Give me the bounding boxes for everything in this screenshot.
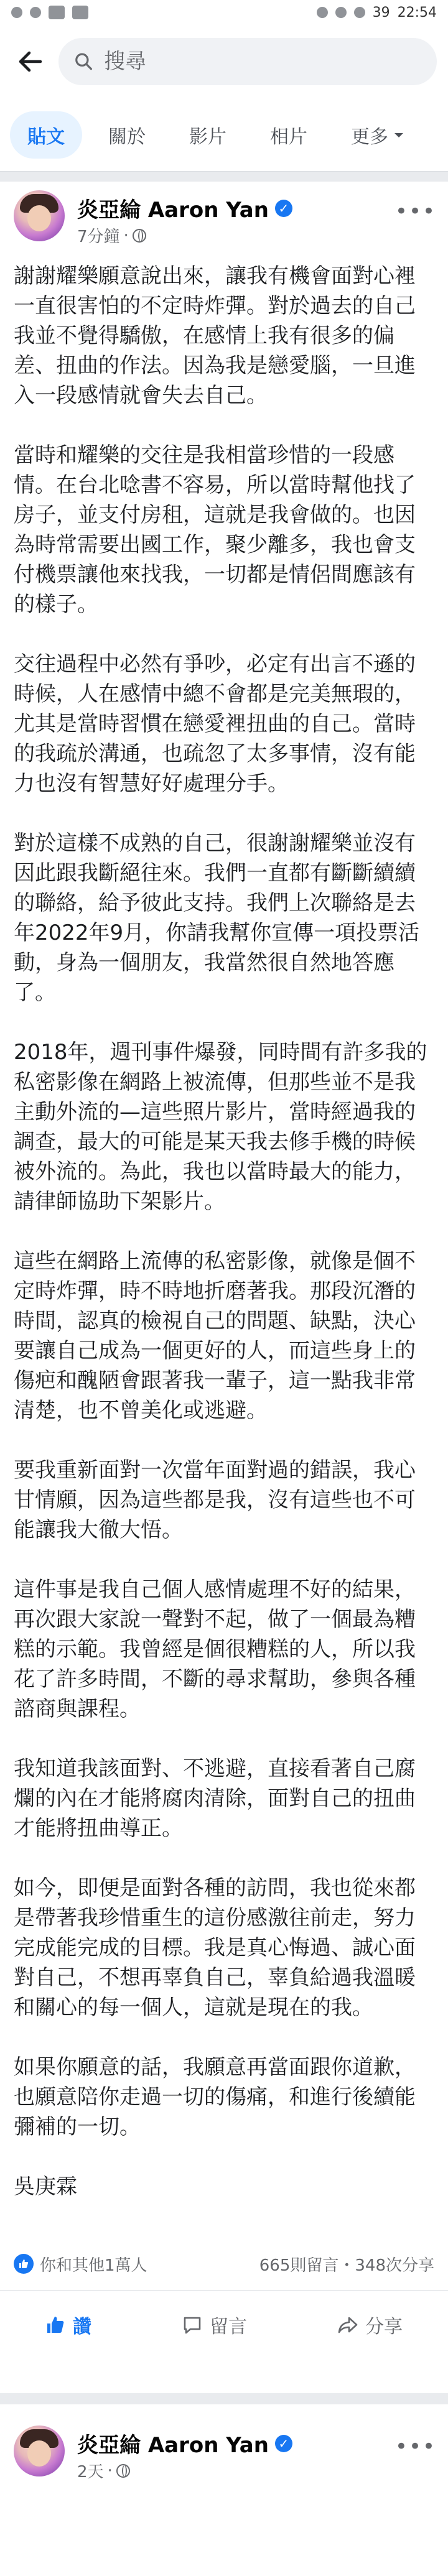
post-actions — [0, 2290, 448, 2359]
post-signature: 吳庚霖 — [14, 2174, 77, 2199]
globe-icon — [133, 229, 146, 243]
status-right-icons — [317, 5, 437, 21]
profile-tabs — [0, 98, 448, 172]
post-paragraph: 要我重新面對一次當年面對過的錯誤，我心甘情願，因為這些都是我，沒有這些也不可能讓我大徹大悟。 — [14, 1458, 416, 1542]
thumbs-up-icon — [45, 2315, 65, 2335]
tab-videos[interactable]: 影片 — [189, 126, 226, 148]
tab-more-label: 更多 — [351, 126, 388, 148]
tab-more[interactable] — [334, 111, 423, 159]
post-paragraph: 交往過程中必然有爭吵，必定有出言不遜的時候，人在感情中總不會都是完美無瑕的，尤其是當時習慣在戀愛裡扭曲的自己。當時的我疏於溝通，也疏忽了太多事情，沒有能力也沒有智慧好好處理分手。 — [14, 652, 416, 796]
search-icon — [75, 52, 93, 72]
tab-photos[interactable]: 相片 — [270, 126, 307, 148]
post-paragraph: 當時和耀樂的交往是我相當珍惜的一段感情。在台北唸書不容易，所以當時幫他找了房子，並支付房租，這就是我會做的。也因為時常需要出國工作，聚少離多，我也會支付機票讓他來找我，一切都是情侶間應該有的樣子。 — [14, 443, 416, 617]
post-body — [14, 261, 434, 2202]
post-paragraph: 謝謝耀樂願意說出來，讓我有機會面對心裡一直很害怕的不定時炸彈。對於過去的自己我並不覺得驕傲，在感情上我有很多的偏差、扭曲的作法。因為我是戀愛腦，一旦進入一段感情就會失去自己。 — [14, 264, 416, 408]
avatar[interactable] — [14, 190, 65, 241]
clock: 22:54 — [397, 4, 437, 21]
messenger-icon — [30, 7, 41, 18]
post-card-2 — [0, 2404, 448, 2576]
notification-icon — [11, 7, 22, 18]
like-label: 讚 — [73, 2316, 91, 2338]
post-paragraph: 2018年，週刊事件爆發，同時間有許多我的私密影像在網路上被流傳，但那些並不是我主動外流的—這些照片影片，當時經過我的調查，最大的可能是某天我去修手機的時候被外流的。為此，我也以當時最大的能力，請律師協助下架影片。 — [14, 1040, 427, 1214]
author-name-2: 炎亞綸 Aaron Yan — [77, 2433, 269, 2458]
author-name: 炎亞綸 Aaron Yan — [77, 198, 269, 223]
post-paragraph: 如今，即便是面對各種的訪問，我也從來都是帶著我珍惜重生的這份感激往前走，努力完成能完成的目標。我是真心悔過、誠心面對自己，不想再辜負自己，辜負給過我溫暖和關心的每一個人，這就是現在的我。 — [14, 1876, 416, 2020]
share-button[interactable] — [319, 2299, 421, 2351]
post-header — [0, 182, 448, 254]
comment-button[interactable] — [164, 2299, 266, 2351]
reactions-bar — [0, 2238, 448, 2290]
share-label: 分享 — [365, 2316, 403, 2338]
status-bar — [0, 0, 448, 25]
tab-about[interactable]: 關於 — [108, 126, 146, 148]
post-paragraph: 我知道我該面對、不逃避，直接看著自己腐爛的內在才能將腐肉清除，面對自己的扭曲才能將扭曲導正。 — [14, 1756, 416, 1841]
back-button[interactable] — [11, 42, 50, 81]
facebook-icon-2 — [72, 6, 88, 19]
post2-more-button[interactable]: ••• — [394, 2434, 437, 2459]
comment-label: 留言 — [210, 2316, 247, 2338]
avatar-2[interactable] — [14, 2425, 65, 2476]
caret-down-icon — [392, 128, 406, 142]
post2-meta: 2天 · — [77, 2459, 130, 2482]
top-search-bar — [0, 25, 448, 98]
verified-badge-icon: ✓ — [275, 2435, 292, 2452]
post-more-button[interactable]: ••• — [394, 199, 437, 224]
reaction-summary[interactable] — [14, 2253, 147, 2276]
back-arrow-icon — [18, 49, 43, 74]
battery-level: 39 — [372, 4, 390, 21]
search-box[interactable] — [58, 38, 437, 85]
like-button[interactable] — [27, 2299, 110, 2351]
facebook-icon — [49, 6, 65, 19]
post-time[interactable]: 7分鐘 — [77, 228, 120, 246]
post2-author[interactable] — [77, 2428, 292, 2458]
post-paragraph: 這件事是我自己個人感情處理不好的結果，再次跟大家說一聲對不起，做了一個最為糟糕的示範。我曾經是個很糟糕的人，所以我花了許多時間，不斷的尋求幫助，參與各種諮商與課程。 — [14, 1577, 416, 1721]
like-reaction-icon — [14, 2254, 34, 2274]
post2-time[interactable]: 2天 — [77, 2463, 104, 2481]
post-paragraph: 如果你願意的話，我願意再當面跟你道歉，也願意陪你走過一切的傷痛，和進行後續能彌補的一切。 — [14, 2055, 416, 2139]
verified-badge-icon: ✓ — [275, 200, 292, 217]
post-paragraph: 對於這樣不成熟的自己，很謝謝耀樂並沒有因此跟我斷絕往來。我們一直都有斷斷續續的聯絡，給予彼此支持。我們上次聯絡是去年2022年9月，你請我幫你宣傳一項投票活動，身為一個朋友，我當然很自然地答應了。 — [14, 831, 420, 1005]
bluetooth-icon — [317, 7, 328, 18]
status-left-icons — [11, 6, 88, 19]
globe-icon — [116, 2464, 130, 2478]
post-meta: 7分鐘 · — [77, 224, 146, 247]
search-input[interactable] — [103, 49, 421, 75]
reactions-text: 你和其他1萬人 — [40, 2256, 147, 2275]
share-icon — [338, 2315, 358, 2335]
post-card — [0, 182, 448, 2393]
post-paragraph: 這些在網路上流傳的私密影像，就像是個不定時炸彈，時不時地折磨著我。那段沉潛的時間，認真的檢視自己的問題、缺點，決心要讓自己成為一個更好的人，而這些身上的傷疤和醜陋會跟著我一輩子，這一點我非常清楚，也不曾美化或逃避。 — [14, 1249, 416, 1423]
comment-icon — [182, 2315, 202, 2335]
comments-shares-count[interactable]: 665則留言・348次分享 — [259, 2256, 434, 2275]
wifi-icon — [335, 7, 347, 18]
signal-icon — [354, 7, 365, 18]
tab-posts[interactable]: 貼文 — [10, 111, 82, 159]
post-author[interactable] — [77, 193, 292, 223]
